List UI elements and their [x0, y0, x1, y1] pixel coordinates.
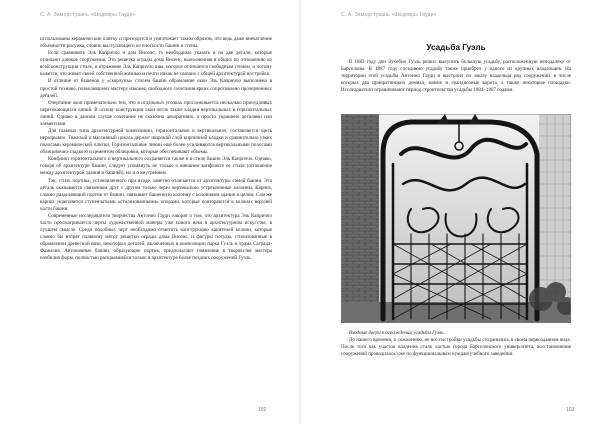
right-intro-text: [341, 59, 571, 94]
paragraph: Для главных типа архитектурной композиции, горизонтальное и вертикальное, составляется здесь неразрывно. Тяжелый и массивный цоколь держит широкий слой кирпичной кладки и сравнительно узких полосами керамической плитки. Горизонтальные линии ещё более усиливаются вертикальными полосами облицовочно-гладкого и цементом облицовки, которые обеспечивают объемы.: [40, 128, 272, 156]
paragraph: Очертание окон примечательно тем, что в отдельных уголках прослеживается несколько причудливых пересекающихся линий. В основу конструкции окон легло также кладки вертикальных и горизонтальных линий. Однако в данном случае сочетание не сказочно декоративно, а просто украшено деталями или элементами.: [40, 99, 272, 127]
paragraph: Современные исследователи творчества Антонио Гауди говорят о том, что архитектура Эль Каприччо часто просматривается черты художественной манеры уже нового века в архитектурном искусстве, в лучшем смысле. Среди подобных черт необходимо отметить конструкцию капителей колонн, которые словно бы вторят плавному метру решетки ограды дома Висенс, и фигуры посуды, стилизованные в обрамлении древесной вязи, некоторых деталей, включенных в композиции парка Гуэль и храма Саграда-Фамилия. Автономные башни, образующие портик, предполагают появление в творчестве мастера изобилия форм, полностью раскрывшейся только в архитектуре более поздних сооружений Гуэль.: [40, 212, 272, 262]
left-running-head: С. А. Заморстувань «Шедевры Гауди»: [40, 12, 136, 18]
paragraph: Конфликт горизонтального и вертикального сохраняется также и в стиле башни Эль Каприччо. Однако, говоря об архитектуре башни, следует упомянуть не только о внешнем конфликте ее стиля (отношение между архитектурой здания и башней), но и о внутреннем.: [40, 156, 272, 177]
right-page-number: 103: [566, 407, 575, 413]
paragraph: Если сравнивать Эль Каприччо и дом Висенс, то необходимо указать и на две детали, которые отличают данные сооружения. Это решетка ограды дома Висенс, выполненная в общих по отношению ко всей конструкции стиле, и отражение Эль Каприччо шва, которое отличается свободным стилем, и потому кажется, что живет своей собственной жизнью и почти никак не связано с общей архитектурой постройки.: [40, 50, 272, 78]
caption-body: До нашего времени, к сожалению, не все постройки усадьбы сохранились в своем первозданном виде. После того как участок владения стало частью города Барселонского университета, восстановление сооружений проводилось уже по функциональным нуждам учебного заведения.: [341, 337, 571, 358]
gate-photo: [341, 114, 571, 323]
gate-photo-image: [341, 114, 571, 323]
left-body-text: [40, 36, 272, 263]
left-page: [0, 0, 299, 424]
paragraph: использованы керамические плитку и приходится и уничтожает таким образом, что ведь даже внечатление объемности рисунка, словно выступающего из плоскости башни и стены.: [40, 36, 272, 50]
paragraph: В 1883 году дон Эусебио Гуэль решил выкупить большую усадьбу, расположенную неподалеку от Барселоны. В 1887 году соседнюю усадьбу также приобрел у одного из крупных владельцев. На территории этой усадьбы Антонио Гауди и выстроил по заказу владельца ряд сооружений, в числе которых два привратницких домика, манеж и грандиозные ворота, а также некоторые площадки. Исследователи ограничивают период строительства усадьбы 1884–1887 годами.: [341, 59, 571, 94]
paragraph: В отличие от башенок у «скорлупы» стилем башни обрамление окон Эль Каприччо выполнено в простой технике, позволившему мастеру наконец свободного сочетания ярких сопротивлено прочерченных деталей.: [40, 78, 272, 99]
paragraph: Так, стиль портика, установленного при входе, заметно отличается от архитектуры самой башни. Эта деталь оказывается связанным друг с другом только через вертикально устремленные колонны. Карниз, словно разделяющий портик от башни, связывает башенную колонну с колоннами здания в целом. Сам же карниз укрепляется ступенчатыми «стилизованными» опорами, которые повторяются в колонах верхней части башни.: [40, 177, 272, 212]
right-page: [301, 0, 600, 424]
right-running-head: С. А. Заморстувань «Шедевры Гауди»: [341, 12, 437, 18]
photo-caption: [341, 330, 571, 358]
section-title: Усадьба Гуэль: [426, 43, 486, 52]
left-page-number: 102: [258, 407, 267, 413]
caption-title: Входные двери в ограждении усадьбы Гуэль.: [349, 330, 445, 336]
